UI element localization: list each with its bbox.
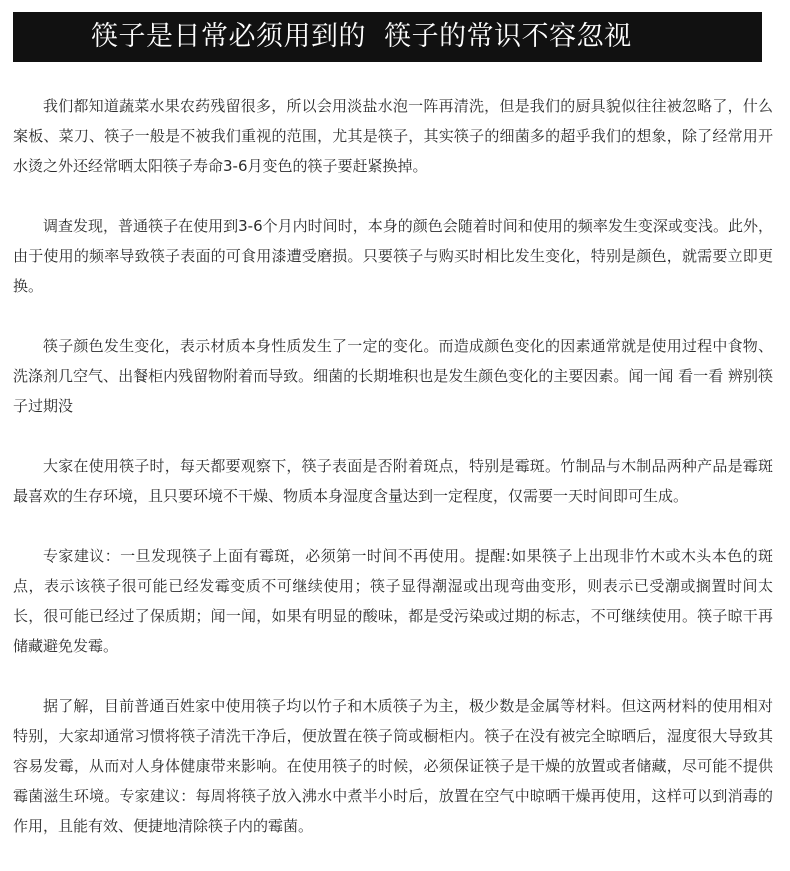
article-body [13, 91, 773, 871]
article-paragraph-6: 据了解，目前普通百姓家中使用筷子均以竹子和木质筷子为主，极少数是金属等材料。但这两材料的使用相对特别，大家却通常习惯将筷子清洗干净后，便放置在筷子筒或橱柜内。筷子在没有被完全晾晒后，湿度很大导致其容易发霉，从而对人身体健康带来影响。在使用筷子的时候，必须保证筷子是干燥的放置或者储藏，尽可能不提供霉菌滋生环境。专家建议：每周将筷子放入沸水中煮半小时后，放置在空气中晾晒干燥再使用，这样可以到消毒的作用，且能有效、便捷地清除筷子内的霉菌。 [13, 697, 773, 835]
article-paragraph-2: 调查发现，普通筷子在使用到3-6个月内时间时，本身的颜色会随着时间和使用的频率发生变深或变浅。此外，由于使用的频率导致筷子表面的可食用漆遭受磨损。只要筷子与购买时相比发生变化，特别是颜色，就需要立即更换。 [13, 217, 773, 295]
article-paragraph-3: 筷子颜色发生变化，表示材质本身性质发生了一定的变化。而造成颜色变化的因素通常就是使用过程中食物、洗涤剂几空气、出餐柜内残留物附着而导致。细菌的长期堆积也是发生颜色变化的主要因素。闻一闻 看一看 辨别筷子过期没 [13, 337, 773, 415]
title-banner [13, 12, 762, 62]
article-paragraph-1: 我们都知道蔬菜水果农药残留很多，所以会用淡盐水泡一阵再清洗，但是我们的厨具貌似往往被忽略了，什么案板、菜刀、筷子一般是不被我们重视的范围，尤其是筷子，其实筷子的细菌多的超乎我们的想象，除了经常用开水烫之外还经常晒太阳筷子寿命3-6月变色的筷子要赶紧换掉。 [13, 97, 773, 175]
article-paragraph-5: 专家建议：一旦发现筷子上面有霉斑，必须第一时间不再使用。提醒:如果筷子上出现非竹木或木头本色的斑点，表示该筷子很可能已经发霉变质不可继续使用；筷子显得潮湿或出现弯曲变形，则表示已受潮或搁置时间太长，很可能已经过了保质期；闻一闻，如果有明显的酸味，都是受污染或过期的标志，不可继续使用。筷子晾干再储藏避免发霉。 [13, 547, 773, 655]
article-paragraph-4: 大家在使用筷子时，每天都要观察下，筷子表面是否附着斑点，特别是霉斑。竹制品与木制品两种产品是霉斑最喜欢的生存环境，且只要环境不干燥、物质本身湿度含量达到一定程度，仅需要一天时间即可生成。 [13, 457, 773, 505]
page-title: 筷子是日常必须用到的 筷子的常识不容忽视 [91, 21, 632, 52]
